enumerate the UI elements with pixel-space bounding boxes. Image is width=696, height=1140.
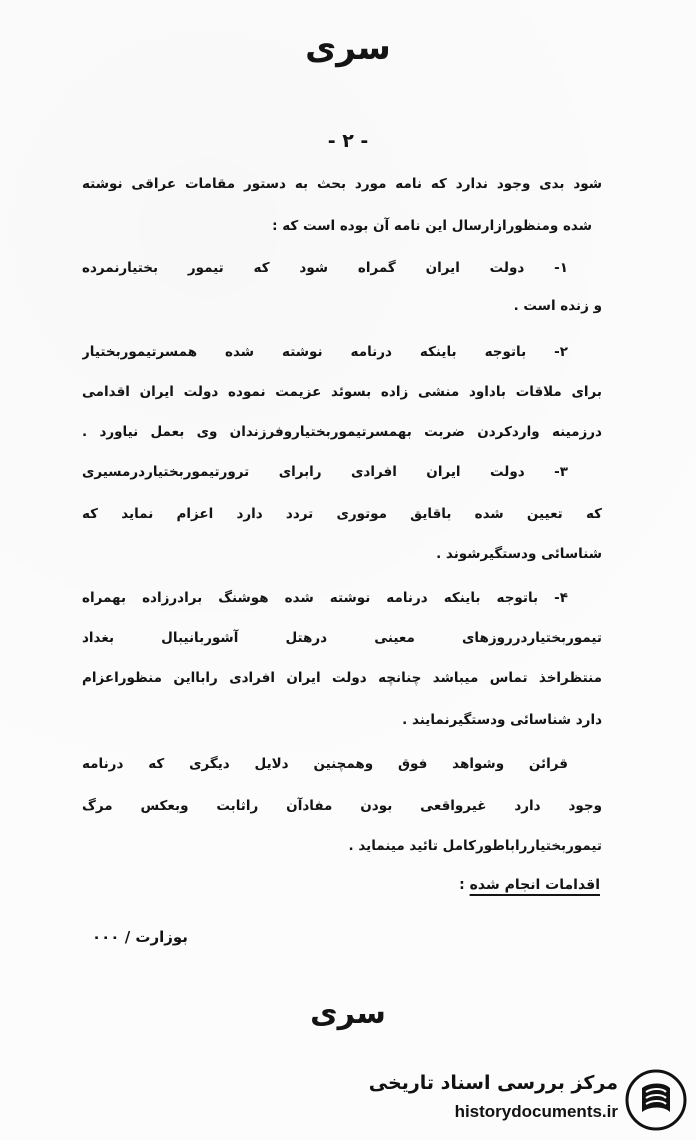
scroll-logo-icon: [624, 1068, 688, 1132]
item2-line-3: درزمینه واردکردن ضربت بهمسرتیموربختیاروفرزندان وی بعمل نیاورد .: [82, 424, 602, 440]
item2-line-1: ۲- باتوجه باینکه درنامه نوشته شده همسرتیموربختیار: [82, 344, 568, 360]
item2-line-2: برای ملاقات باداود منشی زاده بسوئد عزیمت نموده دولت ایران اقدامی: [82, 384, 602, 400]
item4-line-2: تیموربختیاردرروزهای معینی درهتل آشوربانیبال بغداد: [82, 630, 602, 646]
watermark-name: مرکز بررسی اسناد تاریخی: [368, 1072, 618, 1094]
actions-heading: [459, 874, 600, 896]
item1-line-2: و زنده است .: [513, 298, 602, 314]
conclusion-line-2: وجود دارد غیرواقعی بودن مفادآن راثابت وبعکس مرگ: [82, 798, 602, 814]
actions-heading-text: اقدامات انجام شده: [469, 877, 600, 893]
item3-line-2: که تعیین شده باقایق موتوری تردد دارد اعزام نماید که: [82, 506, 602, 522]
conclusion-line-3: تیموربختیارراباطورکامل تائید مینماید .: [348, 838, 602, 854]
item4-line-1: ۴- باتوجه باینکه درنامه نوشته شده هوشنگ برادرزاده بهمراه: [82, 590, 568, 606]
header-classification: سری: [305, 28, 391, 68]
intro-line-2: شده ومنظورازارسال این نامه آن بوده است که :: [272, 218, 592, 234]
watermark-url: historydocuments.ir: [454, 1102, 618, 1121]
actions-heading-colon: :: [459, 877, 470, 893]
item3-line-1: ۳- دولت ایران افرادی رابرای ترورتیموربختیاردرمسیری: [82, 464, 568, 480]
ministry-reference: بوزارت / ۰۰۰: [92, 928, 188, 946]
watermark: [368, 1066, 688, 1132]
intro-line-1: شود بدی وجود ندارد که نامه مورد بحث به دستور مقامات عراقی نوشته: [82, 176, 602, 192]
item3-line-3: شناسائی ودستگیرشوند .: [436, 546, 602, 562]
item1-line-1: ۱- دولت ایران گمراه شود که تیمور بختیارنمرده: [82, 260, 568, 276]
conclusion-line-1: قرائن وشواهد فوق وهمچنین دلایل دیگری که درنامه: [82, 756, 568, 772]
item4-line-3: منتظراخذ تماس میباشد چنانچه دولت ایران افرادی رابااین منظوراعزام: [82, 670, 602, 686]
footer-classification: سری: [310, 996, 386, 1031]
page-number: - ۲ -: [327, 130, 369, 152]
item4-line-4: دارد شناسائی ودستگیرنمایند .: [402, 712, 602, 728]
